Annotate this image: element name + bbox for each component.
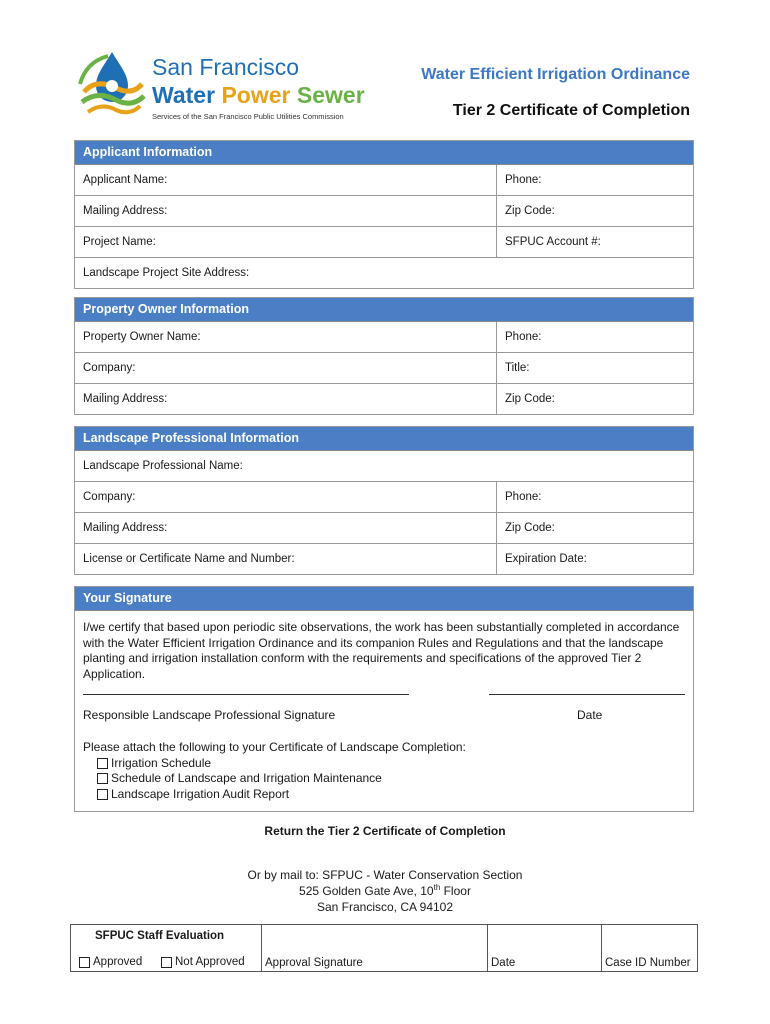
logo-tagline: Services of the San Francisco Public Utilities Commission bbox=[152, 112, 344, 121]
professional-zip-code-field[interactable]: Zip Code: bbox=[505, 522, 555, 534]
signature-section bbox=[74, 586, 694, 812]
professional-name-field[interactable]: Landscape Professional Name: bbox=[83, 460, 243, 472]
section-heading: Applicant Information bbox=[75, 141, 693, 165]
professional-phone-field[interactable]: Phone: bbox=[505, 491, 542, 503]
applicant-mailing-address-field[interactable]: Mailing Address: bbox=[75, 196, 497, 226]
form-row bbox=[75, 165, 693, 196]
owner-title-field[interactable]: Title: bbox=[505, 362, 530, 374]
property-owner-section bbox=[74, 297, 694, 415]
owner-company-field[interactable]: Company: bbox=[75, 353, 497, 383]
not-approved-checkbox[interactable] bbox=[161, 957, 172, 968]
date-label: Date bbox=[577, 708, 603, 722]
certification-statement: I/we certify that based upon periodic site observations, the work has been substantially completed in accordance with the Water Efficient Irrigation Ordinance and its companion Rules and Regulations and that the landscape planting and irrigation installation conform with the requirements and specifications of the approved Tier 2 Application. bbox=[83, 620, 680, 681]
owner-phone-field[interactable]: Phone: bbox=[505, 331, 542, 343]
attachment-item bbox=[97, 756, 685, 772]
staff-date-label: Date bbox=[491, 957, 516, 969]
logo-line-san-francisco: San Francisco bbox=[152, 54, 300, 80]
attachment-item bbox=[97, 771, 685, 787]
logo-word-power: Power bbox=[221, 82, 291, 108]
date-line[interactable] bbox=[489, 694, 685, 695]
staff-date-cell[interactable] bbox=[487, 925, 602, 971]
applicant-zip-code-field[interactable]: Zip Code: bbox=[505, 205, 555, 217]
not-approved-label: Not Approved bbox=[175, 956, 245, 968]
owner-mailing-address-field[interactable]: Mailing Address: bbox=[75, 384, 497, 414]
water-drop-logo-icon bbox=[76, 48, 148, 122]
form-row bbox=[75, 227, 693, 258]
approved-label: Approved bbox=[93, 956, 143, 968]
staff-evaluation-heading: SFPUC Staff Evaluation bbox=[95, 930, 225, 942]
return-heading: Return the Tier 2 Certificate of Completion bbox=[264, 824, 506, 838]
form-row bbox=[75, 482, 693, 513]
form-row bbox=[75, 196, 693, 227]
project-name-field[interactable]: Project Name: bbox=[75, 227, 497, 257]
form-row bbox=[75, 544, 693, 574]
approval-signature-label: Approval Signature bbox=[265, 957, 363, 969]
mail-address-line3: San Francisco, CA 94102 bbox=[316, 900, 454, 914]
owner-zip-code-field[interactable]: Zip Code: bbox=[505, 393, 555, 405]
logo-line-water-power-sewer bbox=[152, 82, 365, 109]
approved-checkbox[interactable] bbox=[79, 957, 90, 968]
section-heading: Landscape Professional Information bbox=[75, 427, 693, 451]
signature-line[interactable] bbox=[83, 694, 409, 695]
approval-signature-cell[interactable] bbox=[261, 925, 488, 971]
not-approved-option bbox=[161, 956, 245, 968]
case-id-label: Case ID Number bbox=[605, 957, 691, 969]
professional-mailing-address-field[interactable]: Mailing Address: bbox=[75, 513, 497, 543]
applicant-phone-field[interactable]: Phone: bbox=[505, 174, 542, 186]
site-address-field[interactable]: Landscape Project Site Address: bbox=[83, 267, 250, 279]
approved-option bbox=[79, 956, 142, 968]
form-row bbox=[75, 451, 693, 482]
form-row bbox=[75, 258, 693, 288]
audit-report-checkbox[interactable] bbox=[97, 789, 108, 800]
ordinal-suffix: th bbox=[433, 883, 441, 892]
logo-word-water: Water bbox=[152, 82, 216, 108]
case-id-cell[interactable] bbox=[601, 925, 698, 971]
form-row bbox=[75, 513, 693, 544]
section-heading: Your Signature bbox=[75, 587, 693, 611]
irrigation-schedule-checkbox[interactable] bbox=[97, 758, 108, 769]
mail-address-line1: Or by mail to: SFPUC - Water Conservation Section bbox=[247, 868, 523, 882]
logo-word-sewer: Sewer bbox=[296, 82, 365, 108]
staff-evaluation-table bbox=[70, 924, 698, 972]
attachment-label: Landscape Irrigation Audit Report bbox=[111, 786, 290, 801]
form-row bbox=[75, 384, 693, 414]
landscape-professional-section bbox=[74, 426, 694, 575]
attachment-label: Schedule of Landscape and Irrigation Maintenance bbox=[111, 771, 382, 785]
sfpuc-logo bbox=[76, 46, 376, 126]
mail-address-line2 bbox=[0, 884, 770, 898]
applicant-name-field[interactable]: Applicant Name: bbox=[75, 165, 497, 195]
applicant-info-section bbox=[74, 140, 694, 289]
form-row bbox=[75, 322, 693, 353]
attachments-intro: Please attach the following to your Certificate of Landscape Completion: bbox=[83, 740, 466, 754]
section-heading: Property Owner Information bbox=[75, 298, 693, 322]
attachment-label: Irrigation Schedule bbox=[111, 755, 212, 770]
floor-word: Floor bbox=[440, 884, 471, 898]
document-title: Water Efficient Irrigation Ordinance bbox=[421, 66, 690, 83]
street-address: 525 Golden Gate Ave, 10 bbox=[299, 884, 434, 898]
form-row bbox=[75, 353, 693, 384]
expiration-date-field[interactable]: Expiration Date: bbox=[505, 553, 587, 565]
sfpuc-account-field[interactable]: SFPUC Account #: bbox=[505, 236, 601, 248]
maintenance-schedule-checkbox[interactable] bbox=[97, 773, 108, 784]
license-certificate-field[interactable]: License or Certificate Name and Number: bbox=[75, 544, 497, 574]
signature-label: Responsible Landscape Professional Signature bbox=[83, 708, 336, 722]
owner-name-field[interactable]: Property Owner Name: bbox=[75, 322, 497, 352]
professional-company-field[interactable]: Company: bbox=[75, 482, 497, 512]
document-subtitle: Tier 2 Certificate of Completion bbox=[452, 102, 690, 119]
attachment-item bbox=[97, 787, 685, 803]
